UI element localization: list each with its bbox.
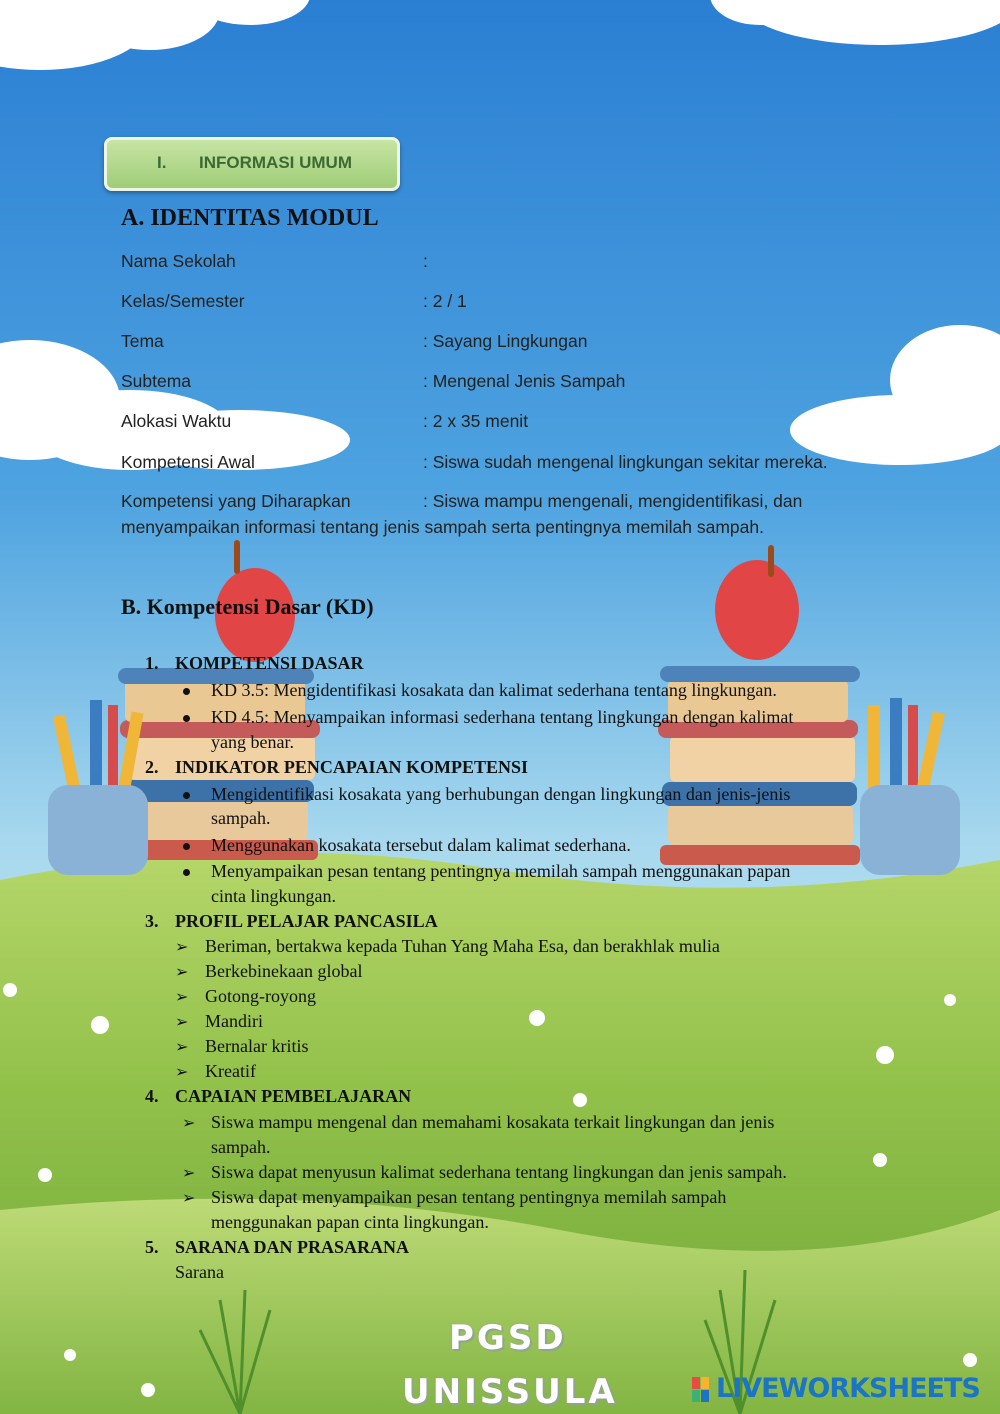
list-item: Siswa dapat menyampaikan pesan tentang pentingnya memilah sampah [211,1187,727,1207]
list-item: KD 4.5: Menyampaikan informasi sederhana tentang lingkungan dengan kalimat [211,707,794,727]
brand-name: LIVEWORKSHEETS [716,1373,980,1404]
identity-row [121,331,588,352]
section-header-pill [104,137,400,191]
list-item: Mandiri [205,1011,263,1031]
item-title: CAPAIAN PEMBELAJARAN [175,1086,412,1106]
list-item-continuation: yang benar. [211,732,294,752]
list-item-continuation: sampah. [211,808,271,828]
item-title: INDIKATOR PENCAPAIAN KOMPETENSI [175,757,529,777]
arrow-bullet-icon: ➢ [175,964,189,981]
item-title: SARANA DAN PRASARANA [175,1237,410,1257]
bullet-dot-icon [183,715,190,722]
list-item: Siswa mampu mengenal dan memahami kosakata terkait lingkungan dan jenis [211,1112,775,1132]
identity-label: Kompetensi yang Diharapkan [121,491,351,511]
identity-label: Kompetensi Awal [121,452,255,472]
identity-value: : Siswa mampu mengenali, mengidentifikasi, dan [423,491,803,511]
identity-row [121,411,529,432]
item-number: 2. [145,757,159,777]
section-title: INFORMASI UMUM [199,153,352,172]
liveworksheets-logo[interactable] [692,1373,992,1407]
identity-row [121,251,428,272]
item-subtext: Sarana [175,1262,224,1282]
arrow-bullet-icon: ➢ [175,939,189,956]
identity-row [121,291,467,312]
list-item: Beriman, bertakwa kepada Tuhan Yang Maha Esa, dan berakhlak mulia [205,936,720,956]
bullet-dot-icon [183,792,190,799]
arrow-bullet-icon: ➢ [175,989,189,1006]
footer-line-2: UNISSULA [402,1372,618,1412]
identity-value: : Siswa sudah mengenal lingkungan sekitar mereka. [423,452,828,472]
section-number: I. [157,153,167,172]
section-b-heading: B. Kompetensi Dasar (KD) [121,594,374,619]
identity-row [121,371,626,392]
identity-row [121,452,828,473]
list-item: Berkebinekaan global [205,961,363,981]
identity-value: : 2 / 1 [423,291,467,311]
bullet-dot-icon [183,869,190,876]
list-item-continuation: menggunakan papan cinta lingkungan. [211,1212,489,1232]
identity-value: : 2 x 35 menit [423,411,529,431]
identity-label: Nama Sekolah [121,251,236,271]
identity-label: Subtema [121,371,192,391]
bullet-dot-icon [183,843,190,850]
arrow-bullet-icon: ➢ [175,1064,189,1081]
section-a-heading: A. IDENTITAS MODUL [121,205,379,231]
arrow-bullet-icon: ➢ [175,1039,189,1056]
arrow-bullet-icon: ➢ [182,1190,196,1207]
arrow-bullet-icon: ➢ [175,1014,189,1031]
footer-line-1: PGSD [449,1318,567,1358]
list-item-continuation: sampah. [211,1137,271,1157]
identity-value: : Mengenal Jenis Sampah [423,371,626,391]
identity-row [121,491,803,512]
pencils-icon [48,700,148,875]
identity-value: : [423,251,428,271]
identity-value: : Sayang Lingkungan [423,331,588,351]
live-badge-icon [692,1377,710,1403]
identity-label: Tema [121,331,164,351]
arrow-bullet-icon: ➢ [182,1115,196,1132]
list-item: Bernalar kritis [205,1036,309,1056]
item-title: PROFIL PELAJAR PANCASILA [175,911,438,931]
list-item: KD 3.5: Mengidentifikasi kosakata dan kalimat sederhana tentang lingkungan. [211,680,777,700]
identity-label: Kelas/Semester [121,291,245,311]
bullet-dot-icon [183,688,190,695]
arrow-bullet-icon: ➢ [182,1165,196,1182]
list-item: Menggunakan kosakata tersebut dalam kalimat sederhana. [211,835,631,855]
list-item-continuation: cinta lingkungan. [211,886,336,906]
identity-continuation: menyampaikan informasi tentang jenis sampah serta pentingnya memilah sampah. [121,517,764,537]
list-item: Mengidentifikasi kosakata yang berhubungan dengan lingkungan dan jenis-jenis [211,784,791,804]
list-item: Siswa dapat menyusun kalimat sederhana tentang lingkungan dan jenis sampah. [211,1162,787,1182]
item-title: KOMPETENSI DASAR [175,653,364,673]
item-number: 5. [145,1237,159,1257]
item-number: 1. [145,653,159,673]
identity-label: Alokasi Waktu [121,411,232,431]
item-number: 4. [145,1086,159,1106]
list-item: Kreatif [205,1061,256,1081]
item-number: 3. [145,911,159,931]
list-item: Gotong-royong [205,986,316,1006]
list-item: Menyampaikan pesan tentang pentingnya memilah sampah menggunakan papan [211,861,791,881]
